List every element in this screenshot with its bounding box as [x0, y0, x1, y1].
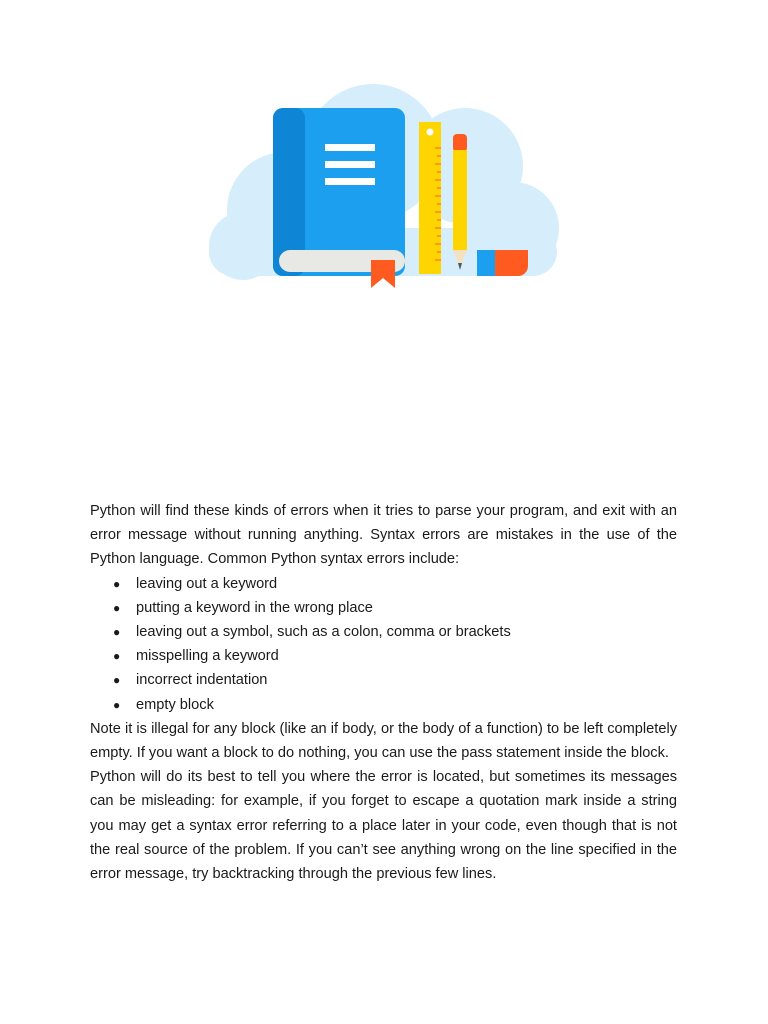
- bullet-icon: ●: [113, 576, 121, 591]
- book-icon: [273, 108, 405, 288]
- list-item-text: empty block: [136, 696, 214, 713]
- eraser-icon: [477, 250, 528, 276]
- list-item: [90, 693, 677, 717]
- bookmark-icon: [371, 260, 395, 288]
- list-item: [90, 572, 677, 596]
- list-item-text: incorrect indentation: [136, 672, 268, 689]
- closing-paragraph: Python will do its best to tell you where the error is located, but sometimes its messages can be misleading: for example, if you forget to escape a quotation mark inside a string you may get a syntax error referring to a place later in your code, even though that is not the real source of the problem. If you can’t see anything wrong on the line specified in the error message, try backtracking through the previous few lines.: [90, 769, 677, 883]
- list-item-text: leaving out a keyword: [136, 575, 278, 592]
- list-item-text: leaving out a symbol, such as a colon, comma or brackets: [136, 624, 511, 641]
- list-item-text: putting a keyword in the wrong place: [136, 599, 373, 616]
- syntax-error-list: [90, 572, 677, 717]
- list-item: [90, 668, 677, 692]
- book-ruler-pencil-icon: [205, 78, 561, 292]
- bullet-icon: ●: [113, 625, 121, 640]
- list-item: [90, 596, 677, 620]
- book-ruler-pencil-illustration: [205, 78, 561, 292]
- list-item-text: misspelling a keyword: [136, 648, 279, 665]
- bullet-icon: ●: [113, 673, 121, 688]
- list-item: [90, 644, 677, 668]
- bullet-icon: ●: [113, 600, 121, 615]
- bullet-icon: ●: [113, 649, 121, 664]
- bullet-icon: ●: [113, 697, 121, 712]
- list-item: [90, 620, 677, 644]
- ruler-icon: [419, 122, 441, 274]
- pencil-icon: [453, 134, 467, 270]
- intro-paragraph: Python will find these kinds of errors when it tries to parse your program, and exit with an error message without running anything. Syntax errors are mistakes in the use of the Python language. Common Python syntax errors include:: [90, 503, 677, 568]
- document-body: [90, 499, 677, 886]
- note-paragraph: Note it is illegal for any block (like an if body, or the body of a function) to be left completely empty. If you want a block to do nothing, you can use the pass statement inside the block.: [90, 720, 677, 762]
